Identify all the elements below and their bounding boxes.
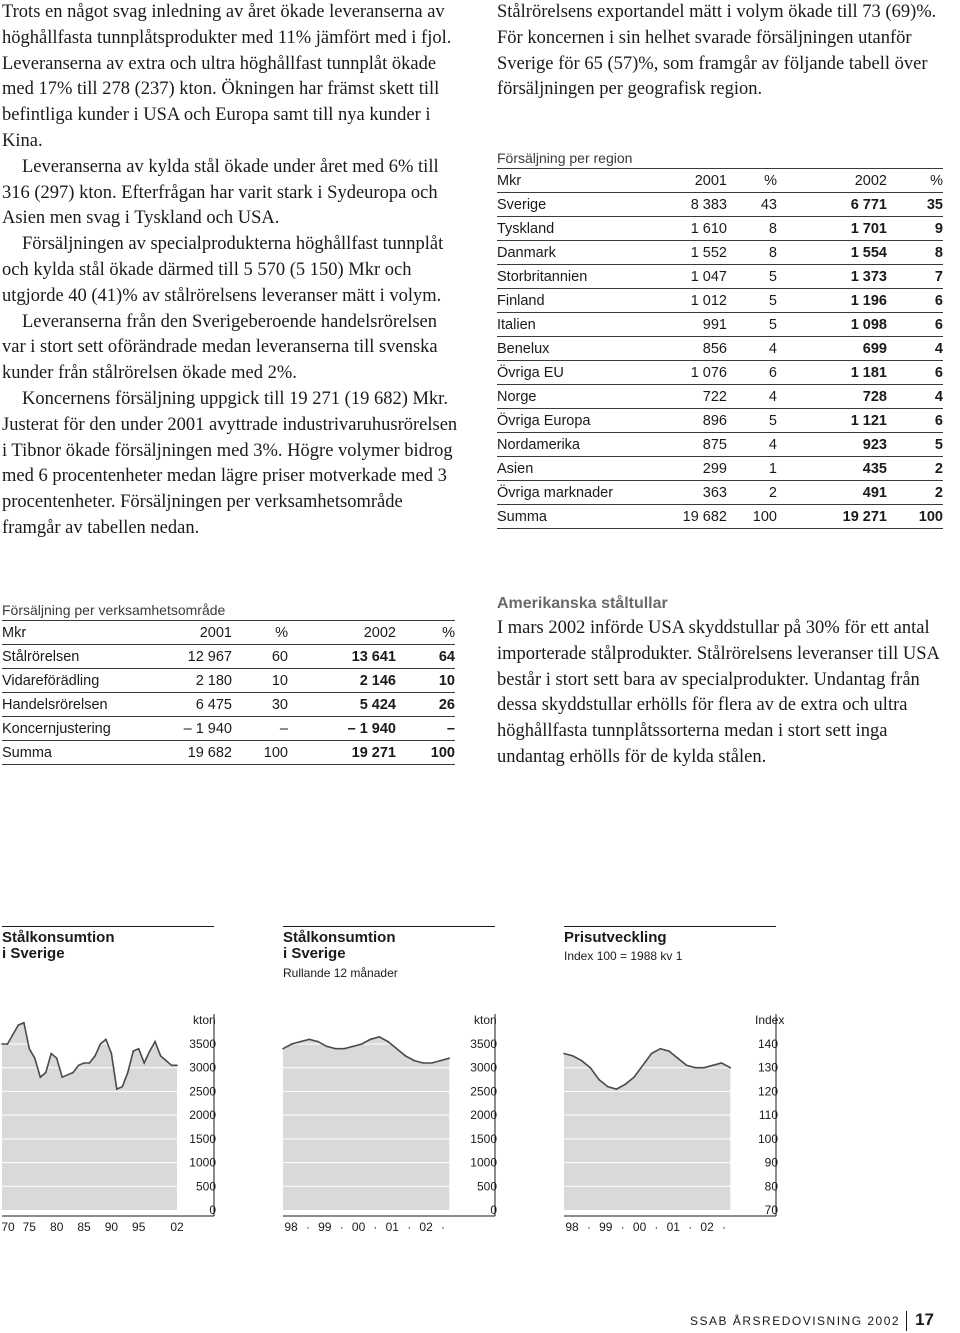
data-point — [7, 1043, 9, 1045]
table-cell: 299 — [647, 457, 727, 481]
region-sales-table — [497, 148, 943, 529]
data-point — [387, 1041, 389, 1043]
table-cell: 19 271 — [288, 741, 396, 765]
x-tick-label: · — [407, 1220, 412, 1234]
chart-title-line: Stålkonsumtion — [283, 929, 396, 946]
table — [2, 620, 455, 765]
tariff-article — [497, 592, 957, 771]
table-cell: 100 — [232, 741, 288, 765]
data-point — [72, 1072, 74, 1074]
paragraph: Leveranserna från den Sverigeberoende handelsrörelsen var i stort sett oförändrade medan leveranserna till svenska kunder från stålrörelsen ökade med 2%. — [2, 311, 438, 384]
table-cell: 19 682 — [152, 741, 232, 765]
data-point — [50, 1053, 52, 1055]
data-point — [668, 1050, 670, 1052]
table-body — [497, 169, 943, 529]
table-cell: 991 — [647, 313, 727, 337]
y-tick-label: 2500 — [189, 1084, 216, 1099]
chart-title-line: i Sverige — [2, 945, 65, 962]
table-cell: 2 — [887, 457, 943, 481]
table-cell: Koncernjustering — [2, 717, 152, 741]
table-cell: 100 — [396, 741, 455, 765]
table-cell: 5 — [727, 409, 777, 433]
footer-divider — [906, 1311, 907, 1331]
data-point — [344, 1048, 346, 1050]
data-point — [581, 1060, 583, 1062]
table-cell: 1 552 — [647, 241, 727, 265]
data-point — [23, 1022, 25, 1024]
y-tick-label: 2500 — [470, 1084, 497, 1099]
table-row — [497, 337, 943, 361]
x-tick-label: · — [722, 1220, 726, 1234]
data-point — [396, 1048, 398, 1050]
publication-name: SSAB ÅRSREDOVISNING 2002 — [690, 1314, 901, 1328]
data-point — [138, 1048, 140, 1050]
table-cell: Tyskland — [497, 217, 647, 241]
table-header-cell: 2002 — [288, 621, 396, 645]
table-row — [497, 265, 943, 289]
table-row — [497, 457, 943, 481]
table-cell: 100 — [887, 505, 943, 529]
data-point — [61, 1076, 63, 1078]
table-cell: 19 682 — [647, 505, 727, 529]
data-point — [686, 1065, 688, 1067]
table-cell: 1 181 — [777, 361, 887, 385]
data-point — [326, 1046, 328, 1048]
y-axis-unit: Index — [755, 1013, 785, 1027]
article-body: I mars 2002 införde USA skyddstullar på 30% för ett antal importerade stålprodukter. Stålrörelsens leveranser till USA består i stort sett bara av specialprodukter. Undantag från dessa skyddstullar erhölls för flera av de extra och ultra höghållfasta tunnplåtssorterna medan i stort sett inga undantag erhölls för de kylda stålen. — [497, 618, 939, 767]
table-cell: 2 — [887, 481, 943, 505]
y-tick-label: 0 — [490, 1203, 497, 1217]
data-point — [171, 1065, 173, 1067]
table-cell: Danmark — [497, 241, 647, 265]
x-tick-label: 01 — [385, 1220, 399, 1234]
data-point — [282, 1048, 284, 1050]
data-point — [317, 1041, 319, 1043]
x-tick-label: · — [620, 1220, 625, 1234]
x-tick-label: 99 — [599, 1220, 613, 1234]
table-cell: 6 — [887, 313, 943, 337]
data-point — [29, 1048, 31, 1050]
data-point — [165, 1060, 167, 1062]
paragraph: Försäljningen av specialprodukterna höghållfast tunnplåt och kylda stål ökade därmed till 5 570 (5 150) Mkr och utgjorde 40 (41)% av stålrörelsens leveranser mätt i volym. — [2, 234, 444, 306]
x-tick-label: 90 — [104, 1220, 119, 1234]
table-cell: 6 — [887, 409, 943, 433]
table-row — [497, 409, 943, 433]
x-tick-label: 95 — [132, 1220, 146, 1234]
data-point — [598, 1079, 600, 1081]
y-tick-label: 90 — [764, 1155, 778, 1170]
table-cell: Finland — [497, 289, 647, 313]
chart-plot — [283, 926, 498, 1246]
data-point — [352, 1046, 354, 1048]
data-point — [712, 1065, 714, 1067]
y-tick-label: 1000 — [189, 1155, 216, 1170]
data-point — [45, 1072, 47, 1074]
chart-subtitle: Rullande 12 månader — [283, 966, 398, 980]
data-point — [677, 1057, 679, 1059]
data-point — [721, 1062, 723, 1064]
data-point — [111, 1053, 113, 1055]
data-point — [34, 1057, 36, 1059]
y-tick-label: 500 — [476, 1179, 497, 1194]
x-tick-label: · — [373, 1220, 378, 1234]
article-heading: Amerikanska ståltullar — [497, 595, 668, 612]
table-cell: 728 — [777, 385, 887, 409]
table-cell: Övriga EU — [497, 361, 647, 385]
y-tick-label: 2000 — [189, 1108, 216, 1123]
table-cell: 2 180 — [152, 669, 232, 693]
data-point — [563, 1053, 565, 1055]
table-row — [2, 693, 455, 717]
table-body — [2, 621, 455, 765]
data-point — [105, 1039, 107, 1041]
table-cell: Övriga Europa — [497, 409, 647, 433]
table-cell: 1 554 — [777, 241, 887, 265]
table-row — [497, 385, 943, 409]
data-point — [154, 1041, 156, 1043]
table-cell: 491 — [777, 481, 887, 505]
right-text-column — [497, 0, 957, 103]
table-cell: 4 — [727, 433, 777, 457]
table-cell: 6 — [887, 361, 943, 385]
chart-subtitle: Index 100 = 1988 kv 1 — [564, 949, 683, 963]
table-header-cell: Mkr — [497, 169, 647, 193]
table-cell: 4 — [887, 337, 943, 361]
table-cell: Italien — [497, 313, 647, 337]
data-point — [405, 1055, 407, 1057]
table-cell: 5 424 — [288, 693, 396, 717]
y-tick-label: 1000 — [470, 1155, 497, 1170]
table-cell: 6 771 — [777, 193, 887, 217]
table-cell: 1 047 — [647, 265, 727, 289]
table-header-cell: % — [887, 169, 943, 193]
table-cell: 1 121 — [777, 409, 887, 433]
x-tick-label: · — [305, 1220, 310, 1234]
table-row — [497, 361, 943, 385]
table-header-cell: % — [396, 621, 455, 645]
data-point — [18, 1024, 20, 1026]
table-cell: 12 967 — [152, 645, 232, 669]
table-row — [2, 741, 455, 765]
x-tick-label: 00 — [351, 1220, 366, 1234]
data-point — [300, 1041, 302, 1043]
table-cell: 10 — [232, 669, 288, 693]
x-tick-label: · — [339, 1220, 344, 1234]
table-header-row — [497, 169, 943, 193]
x-tick-label: 02 — [170, 1220, 184, 1234]
table-cell: – — [232, 717, 288, 741]
page-number: 17 — [915, 1310, 934, 1329]
table-cell: 1 196 — [777, 289, 887, 313]
table-cell: Storbritannien — [497, 265, 647, 289]
table-cell: 1 098 — [777, 313, 887, 337]
data-point — [625, 1084, 627, 1086]
table-cell: 875 — [647, 433, 727, 457]
table-header-cell: % — [727, 169, 777, 193]
table-row — [497, 217, 943, 241]
data-point — [12, 1034, 14, 1036]
table-cell: 8 383 — [647, 193, 727, 217]
y-tick-label: 3000 — [189, 1060, 216, 1075]
table-row — [497, 241, 943, 265]
data-point — [633, 1076, 635, 1078]
table-row — [497, 193, 943, 217]
data-point — [642, 1065, 644, 1067]
y-axis-unit: kton — [474, 1013, 497, 1027]
table-cell: Asien — [497, 457, 647, 481]
table-cell: 7 — [887, 265, 943, 289]
table-cell: – — [396, 717, 455, 741]
page-footer — [690, 1310, 934, 1331]
x-tick-label: 99 — [318, 1220, 332, 1234]
table-cell: Summa — [2, 741, 152, 765]
table-row — [2, 669, 455, 693]
table-header-cell: 2001 — [152, 621, 232, 645]
table-header-cell: 2002 — [777, 169, 887, 193]
table-cell: 1 — [727, 457, 777, 481]
y-tick-label: 1500 — [470, 1131, 497, 1146]
data-point — [379, 1036, 381, 1038]
table-header-cell: 2001 — [647, 169, 727, 193]
data-point — [695, 1067, 697, 1069]
y-axis-unit: kton — [193, 1013, 216, 1027]
table-cell: 43 — [727, 193, 777, 217]
y-tick-label: 110 — [758, 1108, 778, 1123]
table-cell: 1 012 — [647, 289, 727, 313]
data-point — [78, 1065, 80, 1067]
table — [497, 168, 943, 529]
data-point — [590, 1067, 592, 1069]
table-cell: 100 — [727, 505, 777, 529]
data-point — [607, 1086, 609, 1088]
table-cell: 6 — [887, 289, 943, 313]
chart-steel-consumption-rolling — [283, 926, 498, 1246]
x-tick-label: 98 — [284, 1220, 298, 1234]
paragraph: Koncernens försäljning uppgick till 19 271 (19 682) Mkr. Justerat för den under 2001 avyttrade industrivaruhusrörelsen i Tibnor ökade försäljningen med 3%. Högre volymer bidrog med 6 procentenheter medan lägre priser motverkade med 3 procentenheter. Försäljningen per verksamhetsområde framgår av tabellen nedan. — [2, 388, 458, 538]
y-tick-label: 2000 — [470, 1108, 497, 1123]
table-title: Försäljning per region — [497, 150, 633, 166]
x-tick-label: 02 — [419, 1220, 433, 1234]
y-tick-label: 500 — [195, 1179, 216, 1194]
table-row — [497, 481, 943, 505]
table-cell: 1 610 — [647, 217, 727, 241]
y-tick-label: 140 — [757, 1037, 778, 1051]
data-point — [176, 1065, 178, 1067]
table-header-cell: Mkr — [2, 621, 152, 645]
table-cell: 4 — [887, 385, 943, 409]
chart-price-development — [564, 926, 785, 1246]
table-cell: Nordamerika — [497, 433, 647, 457]
x-tick-label: 98 — [565, 1220, 579, 1234]
data-point — [414, 1060, 416, 1062]
table-row — [497, 289, 943, 313]
paragraph: Trots en något svag inledning av året ökade leveranserna av höghållfasta tunnplåtsprodukter med 11% jämfört med i fjol. Leveranserna av extra och ultra höghållfast tunnplåt ökade med 17% till 278 (237) kton. Ökningen har främst skett till befintliga kunder i USA och Europa samt till nya kunder i Kina. — [2, 2, 452, 151]
y-tick-label: 80 — [764, 1179, 778, 1194]
data-point — [89, 1062, 91, 1064]
data-point — [370, 1039, 372, 1041]
chart-title-line: Prisutveckling — [564, 929, 667, 946]
data-point — [127, 1072, 129, 1074]
x-tick-label: · — [688, 1220, 693, 1234]
data-point — [67, 1074, 69, 1076]
table-cell: 10 — [396, 669, 455, 693]
data-point — [660, 1048, 662, 1050]
table-cell: 6 475 — [152, 693, 232, 717]
x-tick-label: 75 — [22, 1220, 36, 1234]
table-cell: 4 — [727, 385, 777, 409]
table-cell: 5 — [727, 265, 777, 289]
y-tick-label: 3500 — [189, 1037, 216, 1051]
paragraph: Leveranserna av kylda stål ökade under året med 6% till 316 (297) kton. Efterfrågan har varit stark i Sydeuropa och Asien men svag i Tyskland och USA. — [2, 156, 439, 229]
table-cell: 4 — [727, 337, 777, 361]
data-point — [133, 1050, 135, 1052]
business-area-sales-table — [2, 600, 455, 765]
table-cell: 35 — [887, 193, 943, 217]
paragraph: Stålrörelsens exportandel mätt i volym ökade till 73 (69)%. För koncernen i sin helhet svarade försäljningen utanför Sverige för 65 (57)%, som framgår av följande tabell över försäljningen per geografisk region. — [497, 2, 937, 100]
x-tick-label: · — [586, 1220, 591, 1234]
x-tick-label: · — [441, 1220, 445, 1234]
x-tick-label: 02 — [700, 1220, 714, 1234]
table-cell: 64 — [396, 645, 455, 669]
table-cell: 2 146 — [288, 669, 396, 693]
table-cell: 363 — [647, 481, 727, 505]
data-point — [291, 1043, 293, 1045]
x-tick-label: 00 — [632, 1220, 647, 1234]
table-header-row — [2, 621, 455, 645]
x-tick-label: 01 — [666, 1220, 680, 1234]
table-cell: 5 — [727, 289, 777, 313]
table-cell: 19 271 — [777, 505, 887, 529]
data-point — [56, 1057, 58, 1059]
y-tick-label: 0 — [209, 1203, 216, 1217]
table-cell: 8 — [727, 241, 777, 265]
data-point — [309, 1039, 311, 1041]
y-tick-label: 1500 — [189, 1131, 216, 1146]
table-cell: Stålrörelsen — [2, 645, 152, 669]
y-tick-label: 3500 — [470, 1037, 497, 1051]
table-cell: 9 — [887, 217, 943, 241]
data-point — [616, 1088, 618, 1090]
data-point — [149, 1050, 151, 1052]
table-cell: 13 641 — [288, 645, 396, 669]
table-header-cell: % — [232, 621, 288, 645]
table-cell: 1 701 — [777, 217, 887, 241]
data-point — [449, 1057, 451, 1059]
table-title: Försäljning per verksamhetsområde — [2, 602, 226, 618]
table-cell: 6 — [727, 361, 777, 385]
table-cell: 722 — [647, 385, 727, 409]
x-tick-label: 80 — [50, 1220, 64, 1234]
table-cell: Benelux — [497, 337, 647, 361]
data-point — [703, 1067, 705, 1069]
table-cell: Norge — [497, 385, 647, 409]
x-tick-label: 85 — [77, 1220, 91, 1234]
table-cell: 30 — [232, 693, 288, 717]
table-row — [497, 313, 943, 337]
data-point — [651, 1053, 653, 1055]
data-point — [572, 1055, 574, 1057]
table-row — [2, 717, 455, 741]
table-cell: 5 — [727, 313, 777, 337]
table-cell: 60 — [232, 645, 288, 669]
table-cell: 435 — [777, 457, 887, 481]
left-text-column — [2, 0, 464, 542]
data-point — [116, 1088, 118, 1090]
table-cell: 5 — [887, 433, 943, 457]
data-point — [440, 1060, 442, 1062]
table-cell: 26 — [396, 693, 455, 717]
data-point — [40, 1076, 42, 1078]
table-cell: 2 — [727, 481, 777, 505]
data-point — [1, 1043, 3, 1045]
table-cell: Handelsrörelsen — [2, 693, 152, 717]
table-cell: 923 — [777, 433, 887, 457]
chart-steel-consumption-annual — [2, 926, 217, 1246]
data-point — [94, 1055, 96, 1057]
table-cell: 1 373 — [777, 265, 887, 289]
table-cell: Summa — [497, 505, 647, 529]
data-point — [143, 1062, 145, 1064]
table-cell: 699 — [777, 337, 887, 361]
y-tick-label: 130 — [757, 1060, 778, 1075]
x-tick-label: · — [654, 1220, 659, 1234]
data-point — [122, 1086, 124, 1088]
chart-plot — [564, 926, 785, 1246]
table-row — [2, 645, 455, 669]
chart-plot — [2, 926, 217, 1246]
table-cell: – 1 940 — [152, 717, 232, 741]
chart-title-line: i Sverige — [283, 945, 346, 962]
data-point — [431, 1062, 433, 1064]
data-point — [100, 1043, 102, 1045]
table-row — [497, 505, 943, 529]
y-tick-label: 70 — [764, 1203, 778, 1217]
table-cell: Vidareförädling — [2, 669, 152, 693]
data-point — [361, 1043, 363, 1045]
table-cell: – 1 940 — [288, 717, 396, 741]
table-row — [497, 433, 943, 457]
table-cell: 896 — [647, 409, 727, 433]
data-point — [160, 1055, 162, 1057]
data-point — [83, 1062, 85, 1064]
data-point — [335, 1048, 337, 1050]
chart-title-line: Stålkonsumtion — [2, 929, 115, 946]
y-tick-label: 120 — [757, 1084, 778, 1099]
table-cell: 8 — [727, 217, 777, 241]
data-point — [730, 1067, 732, 1069]
y-tick-label: 3000 — [470, 1060, 497, 1075]
data-point — [422, 1062, 424, 1064]
y-tick-label: 100 — [757, 1131, 778, 1146]
table-cell: 1 076 — [647, 361, 727, 385]
table-cell: 856 — [647, 337, 727, 361]
table-cell: 8 — [887, 241, 943, 265]
table-cell: Sverige — [497, 193, 647, 217]
x-tick-label: 70 — [1, 1220, 15, 1234]
table-cell: Övriga marknader — [497, 481, 647, 505]
